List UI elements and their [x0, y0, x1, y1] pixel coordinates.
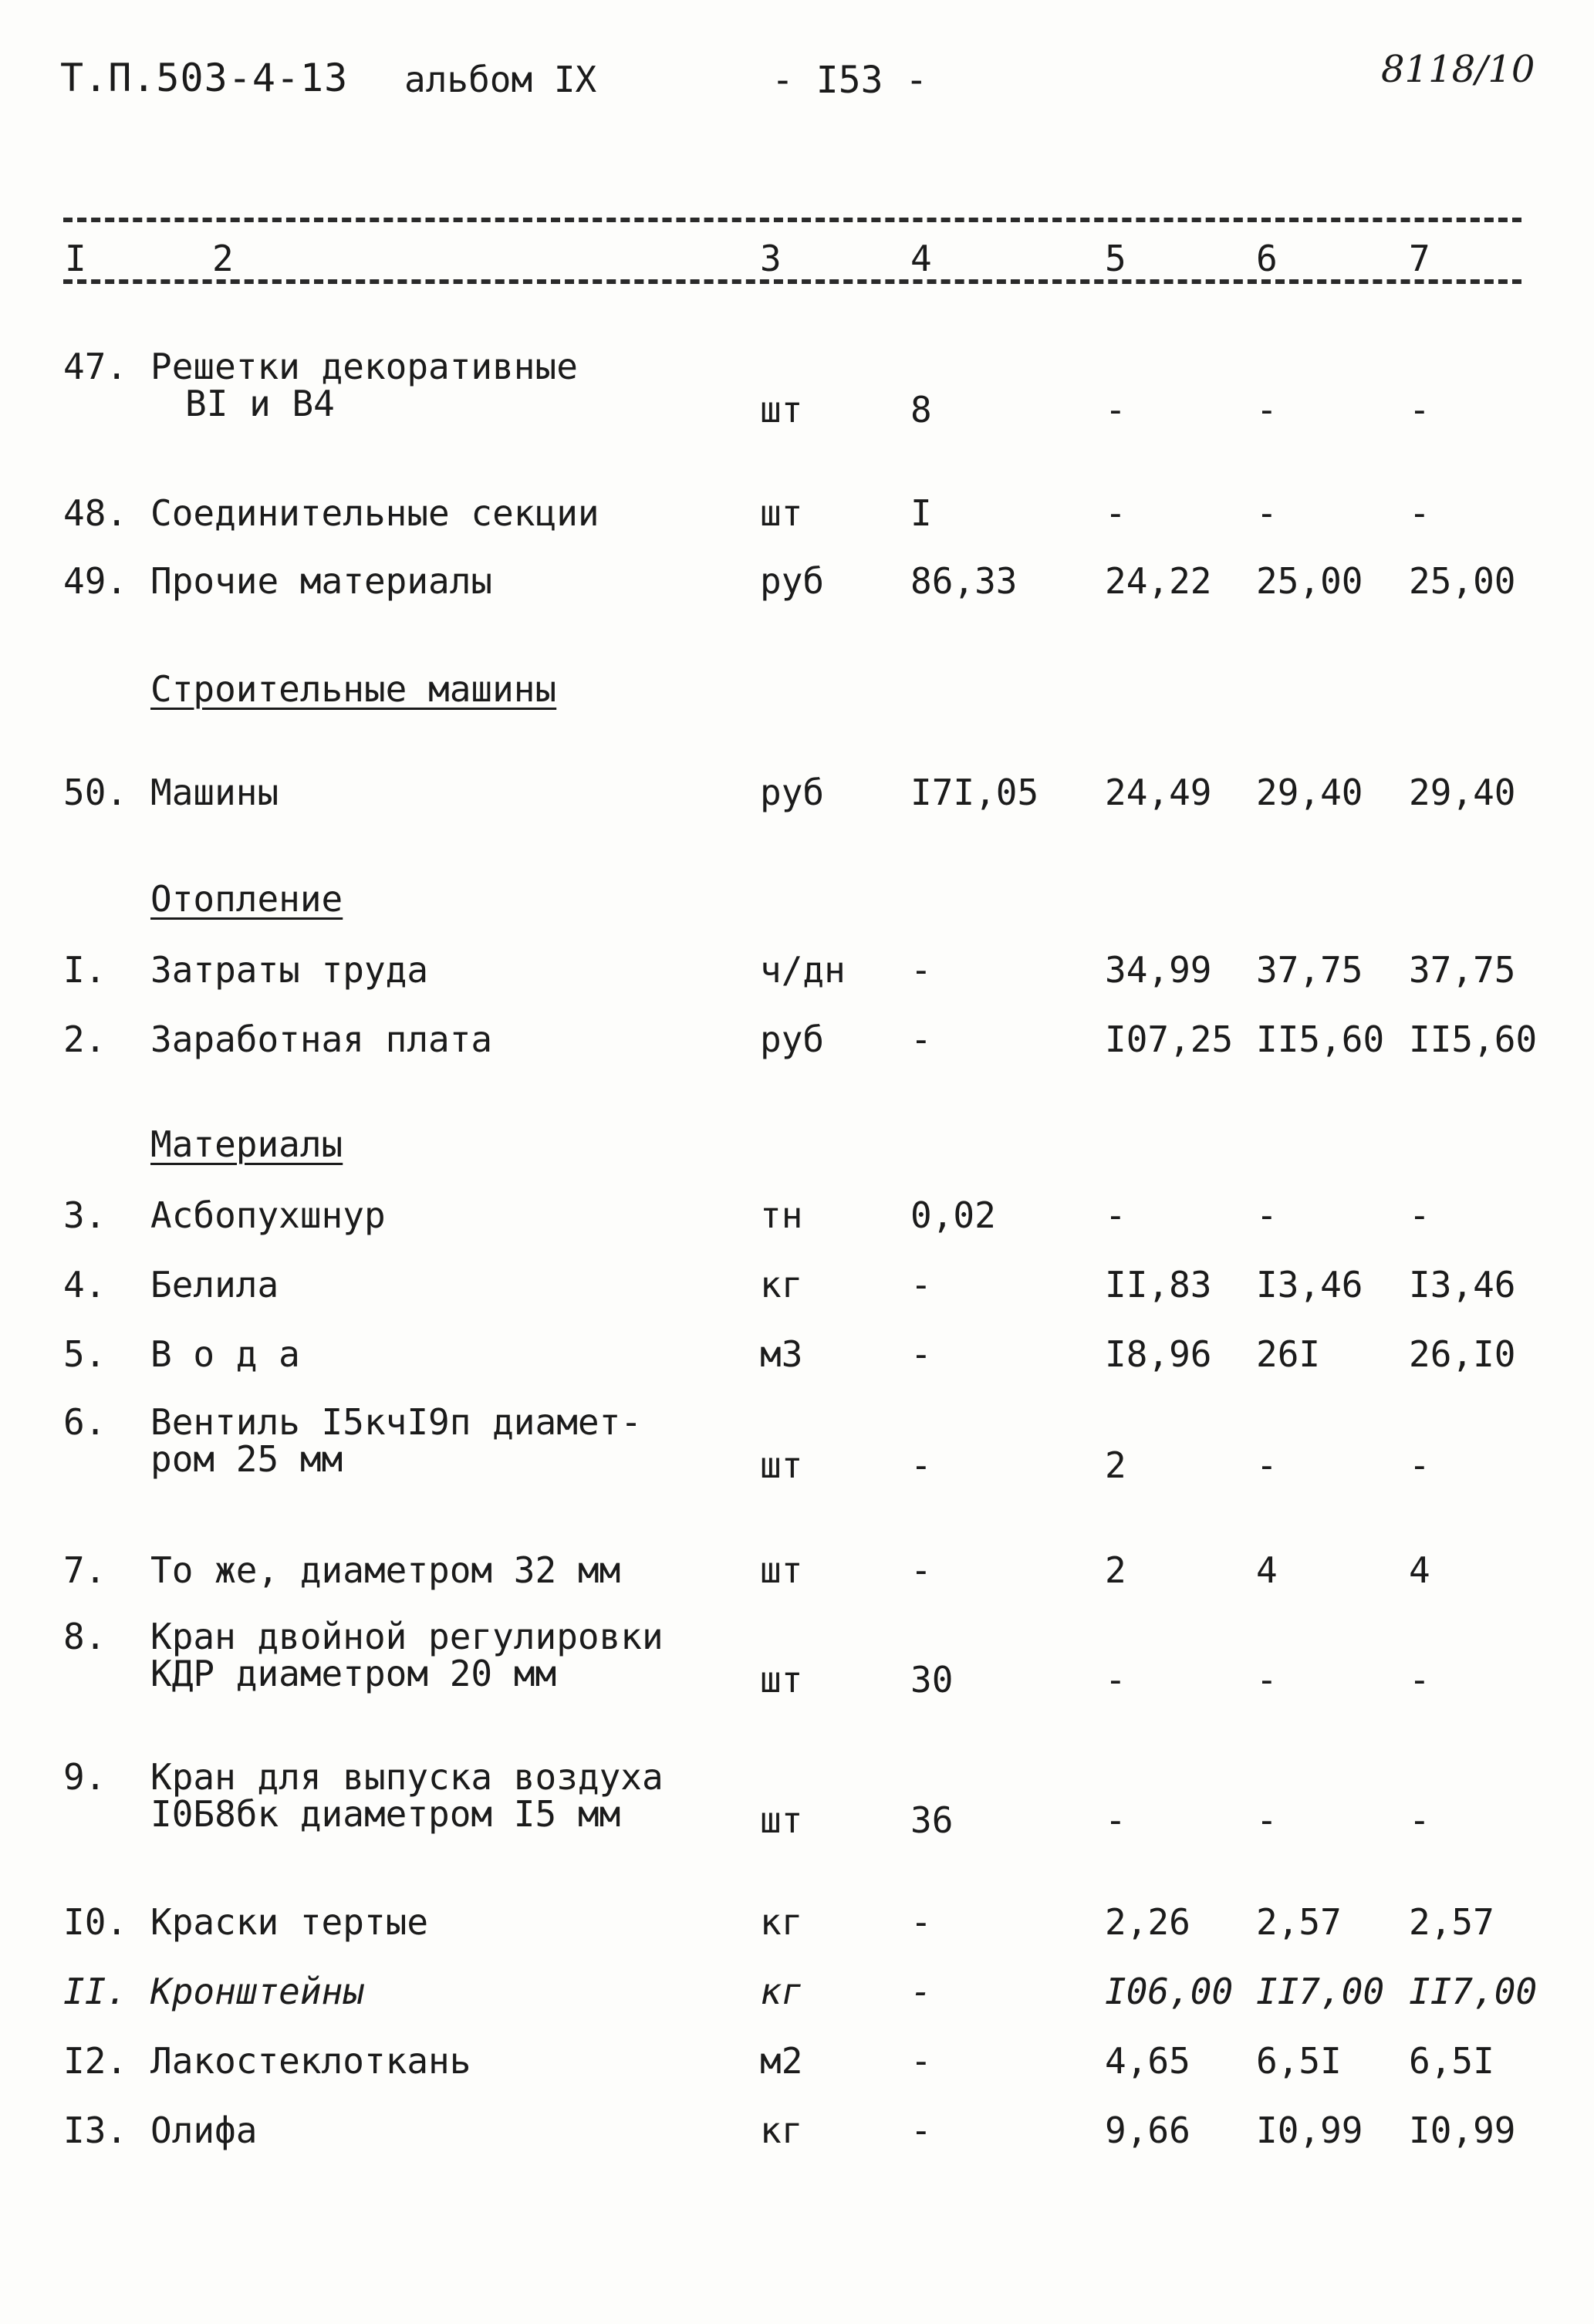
row-col5: -: [1105, 1194, 1126, 1236]
section-heading-machines: Строительные машины: [150, 668, 557, 710]
col-number-5: 5: [1105, 238, 1126, 279]
row-col6: 25,00: [1256, 560, 1363, 602]
row-unit: тн: [760, 1194, 803, 1236]
row-col4: 30: [910, 1659, 954, 1701]
row-col4: -: [910, 2040, 932, 2082]
row-col4: -: [910, 1264, 932, 1306]
table-top-rule: [63, 218, 1521, 222]
row-name-cont: КДР диаметром 20 мм: [150, 1653, 557, 1694]
row-col4: I: [910, 492, 932, 534]
col-number-7: 7: [1409, 238, 1430, 279]
row-col5: I8,96: [1105, 1333, 1212, 1375]
row-number: 50.: [63, 772, 128, 813]
row-col4: -: [910, 1018, 932, 1060]
row-col6: -: [1256, 1444, 1278, 1486]
row-name: Затраты труда: [150, 949, 429, 991]
row-number: I.: [63, 949, 106, 991]
row-col6: 2,57: [1256, 1901, 1342, 1943]
row-col6: -: [1256, 1194, 1278, 1236]
row-unit: руб: [760, 772, 825, 813]
row-col5: II,83: [1105, 1264, 1212, 1306]
row-col6: 37,75: [1256, 949, 1363, 991]
row-col7: 29,40: [1409, 772, 1516, 813]
table-header-rule: [63, 279, 1521, 284]
row-col6: 4: [1256, 1549, 1278, 1591]
row-col7: 4: [1409, 1549, 1430, 1591]
row-name: Кронштейны: [150, 1971, 364, 2012]
row-col6: -: [1256, 492, 1278, 534]
row-col6: -: [1256, 389, 1278, 431]
row-col5: 24,49: [1105, 772, 1212, 813]
row-col7: I3,46: [1409, 1264, 1516, 1306]
row-name: Прочие материалы: [150, 560, 493, 602]
row-name: Кран двойной регулировки: [150, 1616, 664, 1657]
row-unit: шт: [760, 389, 803, 431]
doc-code: Т.П.503-4-13: [60, 56, 349, 100]
row-col6: II5,60: [1256, 1018, 1385, 1060]
row-number: I0.: [63, 1901, 128, 1943]
row-col4: -: [910, 1444, 932, 1486]
row-col5: 2,26: [1105, 1901, 1190, 1943]
row-col5: I06,00: [1105, 1971, 1234, 2012]
row-name: Асбопухшнур: [150, 1194, 386, 1236]
row-name: То же, диаметром 32 мм: [150, 1549, 621, 1591]
row-name: Решетки декоративные: [150, 346, 578, 387]
row-number: 4.: [63, 1264, 106, 1306]
row-col7: 26,I0: [1409, 1333, 1516, 1375]
row-col5: -: [1105, 389, 1126, 431]
row-unit: шт: [760, 492, 803, 534]
row-col7: -: [1409, 1799, 1430, 1841]
row-col6: -: [1256, 1659, 1278, 1701]
row-number: I2.: [63, 2040, 128, 2082]
row-col5: 34,99: [1105, 949, 1212, 991]
row-col6: 6,5I: [1256, 2040, 1342, 2082]
row-name: Олифа: [150, 2110, 258, 2151]
col-number-4: 4: [910, 238, 932, 279]
row-col4: -: [910, 949, 932, 991]
row-col7: -: [1409, 492, 1430, 534]
row-col7: I0,99: [1409, 2110, 1516, 2151]
row-col6: I3,46: [1256, 1264, 1363, 1306]
row-col4: I7I,05: [910, 772, 1039, 813]
row-unit: шт: [760, 1444, 803, 1486]
row-col5: 2: [1105, 1549, 1126, 1591]
row-unit: шт: [760, 1799, 803, 1841]
row-name: Вентиль I5кчI9п диамет-: [150, 1401, 642, 1443]
row-number: I3.: [63, 2110, 128, 2151]
row-col5: 4,65: [1105, 2040, 1190, 2082]
row-col7: -: [1409, 389, 1430, 431]
row-unit: шт: [760, 1659, 803, 1701]
row-col7: -: [1409, 1444, 1430, 1486]
row-unit: ч/дн: [760, 949, 846, 991]
album-label: альбом IX: [404, 59, 597, 100]
section-heading-materials: Материалы: [150, 1123, 343, 1165]
row-col6: II7,00: [1256, 1971, 1385, 2012]
row-col4: -: [910, 1333, 932, 1375]
row-col7: 25,00: [1409, 560, 1516, 602]
row-col4: -: [910, 1971, 932, 2012]
col-number-6: 6: [1256, 238, 1278, 279]
section-heading-heating: Отопление: [150, 878, 343, 920]
row-col5: 24,22: [1105, 560, 1212, 602]
row-col7: 2,57: [1409, 1901, 1494, 1943]
row-col7: -: [1409, 1659, 1430, 1701]
row-unit: кг: [760, 1264, 803, 1306]
handwritten-ref: 8118/10: [1381, 48, 1535, 91]
row-col4: -: [910, 1901, 932, 1943]
row-unit: м2: [760, 2040, 803, 2082]
row-name: В о д а: [150, 1333, 300, 1375]
row-col5: -: [1105, 1799, 1126, 1841]
row-col4: -: [910, 2110, 932, 2151]
row-unit: кг: [760, 1901, 803, 1943]
row-name-cont: I0Б8бк диаметром I5 мм: [150, 1793, 621, 1835]
row-number: 9.: [63, 1756, 106, 1798]
row-col4: -: [910, 1549, 932, 1591]
row-name: Краски тертые: [150, 1901, 429, 1943]
row-col7: II5,60: [1409, 1018, 1538, 1060]
row-number: 7.: [63, 1549, 106, 1591]
row-name-cont: ром 25 мм: [150, 1438, 343, 1480]
row-col7: -: [1409, 1194, 1430, 1236]
row-col5: -: [1105, 1659, 1126, 1701]
row-number: 49.: [63, 560, 128, 602]
row-col5: I07,25: [1105, 1018, 1234, 1060]
row-col7: 37,75: [1409, 949, 1516, 991]
row-name: Кран для выпуска воздуха: [150, 1756, 664, 1798]
row-unit: кг: [760, 1971, 803, 2012]
row-name: Заработная плата: [150, 1018, 493, 1060]
row-col6: 26I: [1256, 1333, 1321, 1375]
row-col4: 86,33: [910, 560, 1018, 602]
row-col7: 6,5I: [1409, 2040, 1494, 2082]
row-col5: 9,66: [1105, 2110, 1190, 2151]
row-col5: 2: [1105, 1444, 1126, 1486]
row-number: 5.: [63, 1333, 106, 1375]
col-number-1: I: [65, 238, 86, 279]
row-name: Белила: [150, 1264, 279, 1306]
row-unit: м3: [760, 1333, 803, 1375]
row-col7: II7,00: [1409, 1971, 1538, 2012]
row-number: II.: [63, 1971, 128, 2012]
row-name: Машины: [150, 772, 279, 813]
row-col4: 36: [910, 1799, 954, 1841]
row-number: 6.: [63, 1401, 106, 1443]
row-col6: 29,40: [1256, 772, 1363, 813]
row-unit: кг: [760, 2110, 803, 2151]
row-col5: -: [1105, 492, 1126, 534]
row-col6: I0,99: [1256, 2110, 1363, 2151]
row-number: 2.: [63, 1018, 106, 1060]
row-number: 3.: [63, 1194, 106, 1236]
row-name-cont: BI и B4: [185, 383, 335, 424]
row-name: Лакостеклоткань: [150, 2040, 471, 2082]
row-number: 8.: [63, 1616, 106, 1657]
col-number-2: 2: [212, 238, 234, 279]
row-col4: 8: [910, 389, 932, 431]
row-unit: руб: [760, 1018, 825, 1060]
row-number: 47.: [63, 346, 128, 387]
row-number: 48.: [63, 492, 128, 534]
page-number: - I53 -: [772, 59, 928, 102]
row-unit: руб: [760, 560, 825, 602]
row-col6: -: [1256, 1799, 1278, 1841]
row-name: Соединительные секции: [150, 492, 599, 534]
row-unit: шт: [760, 1549, 803, 1591]
row-col4: 0,02: [910, 1194, 996, 1236]
col-number-3: 3: [760, 238, 782, 279]
